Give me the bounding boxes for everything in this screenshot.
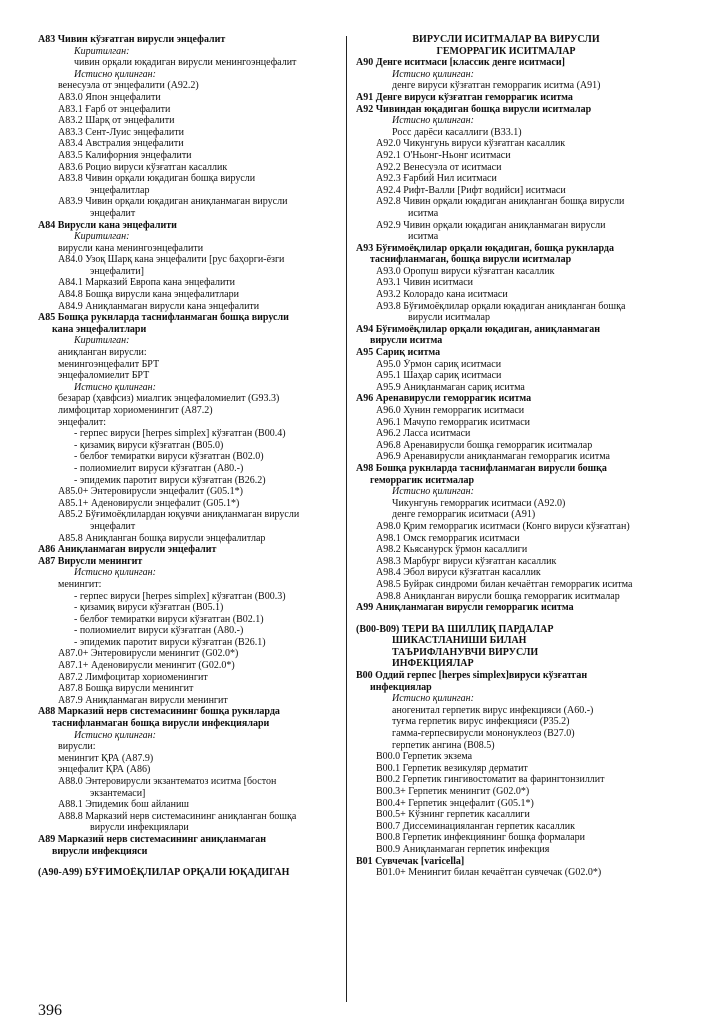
heading-line: ВИРУСЛИ ИСИТМАЛАР ВА ВИРУСЛИ [412,34,600,45]
text-line: A95.1 Шаҳар сариқ иситмаси [376,370,502,382]
text-line: A95.0 Ўрмон сариқ иситмаси [376,358,502,370]
heading-line: таснифланмаган бошқа вирусли инфекциялари [52,718,270,730]
text-line: B00.0 Герпетик экзема [376,751,473,763]
text-line: A96.8 Аренавирусли бошқа геморрагик иситмалар [376,439,593,451]
text-line: энцефалит [90,520,136,532]
heading-line: A91 Денге вируси кўзғатган геморрагик иситма [356,91,573,103]
left-column [38,34,338,879]
text-line: A83.9 Чивин орқали юқадиган аниқланмаган вирусли [58,196,288,208]
text-line: денге вируси кўзғатган геморрагик иситма (A91) [392,80,601,92]
text-line: менингит ҚРА (A87.9) [58,752,154,764]
text-line: Чикунгунь геморрагик иситмаси (A92.0) [392,497,566,509]
text-line: A83.0 Япон энцефалити [58,91,161,103]
heading-line: вирусли инфекцияси [52,845,148,857]
column-divider [346,36,347,1002]
text-line: - белбоғ темиратки вируси кўзғатган (B02.0) [74,451,264,463]
text-line: вирусли инфекциялари [90,822,189,834]
text-line: B00.7 Диссеминацияланган герпетик касаллик [376,820,575,832]
text-line: энцефалит: [58,416,107,428]
text-line: аниқланган вирусли: [58,347,147,359]
text-line: Киритилган: [74,45,130,57]
heading-line: A85 Бошқа рукнларда таснифланмаган бошқа вирусли [38,312,289,324]
heading-line: A99 Аниқланмаган вирусли геморрагик иситма [356,602,574,614]
heading-line: ГЕМОРРАГИК ИСИТМАЛАР [436,45,576,57]
text-line: A87.1+ Аденовирусли менингит (G02.0*) [58,660,235,672]
text-line: A92.2 Венесуэла от иситмаси [376,161,502,173]
heading-line: A98 Бошқа рукнларда таснифланмаган вирусли бошқа [356,462,607,474]
text-line: A93.8 Бўғимоёқлилар орқали юқадиган аниқланган бошқа [376,300,626,312]
heading-line: геморрагик иситмалар [370,474,475,486]
text-line: - полиомиелит вируси кўзғатган (A80.-) [74,625,244,637]
text-line: иситма [408,207,439,219]
text-line: B00.3+ Герпетик менингит (G02.0*) [376,786,530,797]
text-line: энцефалит ҚРА (A86) [58,764,151,776]
text-line: безарар (ҳавфсиз) миалгик энцефаломиелит (G93.3) [58,393,280,405]
text-line: Истисно қилинган: [392,115,474,127]
text-line: Истисно қилинган: [392,693,474,705]
spacer [356,614,656,624]
heading-line: A92 Чивиндан юқадиган бошқа вирусли иситмалар [356,103,592,115]
heading-line: A88 Марказий нерв системасининг бошқа рукнларда [38,706,280,718]
text-line: A88.1 Эпидемик бош айланиш [58,799,190,811]
text-line: A92.9 Чивин орқали юқадиган аниқланмаган вирусли [376,219,606,231]
text-line: B00.4+ Герпетик энцефалит (G05.1*) [376,797,534,809]
text-line: A84.1 Марказий Европа кана энцефалити [58,277,236,289]
text-line: A87.2 Лимфоцитар хориоменингит [58,671,208,683]
page-number: 396 [38,1002,62,1019]
text-line: A95.9 Аниқланмаган сариқ иситма [376,381,525,393]
text-line: A96.1 Мачупо геморрагик иситмаси [376,416,531,428]
text-line: A92.3 Ғарбий Нил иситмаси [376,173,497,185]
text-line: A92.0 Чикунгунь вируси кўзғатган касаллик [376,138,566,150]
text-line: Истисно қилинган: [392,486,474,498]
heading-line: ТАЪРИФЛАНУВЧИ ВИРУСЛИ [392,646,539,658]
text-line: герпетик ангина (B08.5) [392,739,495,751]
heading-line: A94 Бўғимоёқлилар орқали юқадиган, аниқланмаган [356,323,601,335]
heading-line: ШИКАСТЛАНИШИ БИЛАН [392,635,527,647]
text-line: A88.0 Энтеровирусли экзантематоз иситма [бостон [58,776,277,787]
text-line: вирусли иситмалар [408,312,490,324]
text-line: A98.8 Аниқланган вирусли бошқа геморрагик иситмалар [376,590,620,602]
heading-line: B01 Сувчечак [varicella] [356,855,465,867]
text-line: A93.2 Колорадо кана иситмаси [376,289,508,301]
spacer [38,857,338,867]
text-line: A93.0 Оропуш вируси кўзғатган касаллик [376,265,555,277]
text-line: A85.8 Аниқланган бошқа вирусли энцефалитлар [58,532,266,544]
text-line: B00.5+ Кўзнинг герпетик касаллиги [376,809,530,821]
text-line: менингит: [58,578,102,590]
text-line: Истисно қилинган: [74,381,156,393]
text-line: A88.8 Марказий нерв системасининг аниқланган бошқа [58,810,297,822]
text-line: - қизамиқ вируси кўзғатган (B05.1) [74,602,224,614]
heading-line: A83 Чивин кўзғатган вирусли энцефалит [38,34,226,45]
heading-line: A84 Вирусли кана энцефалити [38,219,177,231]
text-line: A96.2 Ласса иситмаси [376,428,471,440]
heading-line: A96 Аренавирусли геморрагик иситма [356,393,532,405]
text-line: A98.3 Марбург вируси кўзғатган касаллик [376,555,557,567]
text-line: - полиомиелит вируси кўзғатган (A80.-) [74,462,244,474]
text-line: энцефаломиелит БРТ [58,370,150,382]
heading-line: A89 Марказий нерв системасининг аниқланмаган [38,833,266,845]
text-line: A92.4 Рифт-Валли [Рифт водийси] иситмаси [376,184,566,196]
text-line: A96.0 Хунин геморрагик иситмаси [376,405,525,416]
text-line: A83.8 Чивин орқали юқадиган бошқа вирусли [58,173,256,185]
text-line: энцефалити] [90,265,144,277]
text-line: A98.1 Омск геморрагик иситмаси [376,532,520,544]
text-line: - эпидемик паротит вируси кўзғатган (B26.1) [74,636,266,648]
text-line: B01.0+ Менингит билан кечаётган сувчечак (G02.0*) [376,867,602,879]
text-line: A87.0+ Энтеровирусли менингит (G02.0*) [58,648,239,660]
heading-line: вирусли иситма [370,335,443,347]
text-line: A83.3 Сент-Луис энцефалити [58,126,184,138]
text-line: A98.4 Эбол вируси кўзғатган касаллик [376,567,541,579]
text-line: A98.5 Буйрак синдроми билан кечаётган геморрагик иситма [376,578,633,590]
text-line: A85.0+ Энтеровирусли энцефалит (G05.1*) [58,486,243,498]
text-line: Истисно қилинган: [74,567,156,579]
text-line: Росс дарёси касаллиги (B33.1) [392,126,522,138]
text-line: A84.8 Бошқа вирусли кана энцефалитлари [58,289,239,301]
heading-line: таснифланмаган, бошқа вирусли иситмалар [370,254,572,266]
text-line: A83.1 Ғарб от энцефалити [58,103,171,115]
text-line: A85.2 Бўғимоёқлилардан юқувчи аниқланмаган вирусли [58,509,300,521]
text-line: Истисно қилинган: [392,68,474,80]
text-line: вирусли: [58,741,96,753]
text-line: Истисно қилинган: [74,68,156,80]
heading-line: A87 Вирусли менингит [38,555,143,567]
text-line: гамма-герпесвирусли мононуклеоз (B27.0) [392,728,575,740]
heading-line: A90 Денге иситмаси [классик денге иситмаси] [356,57,565,69]
text-line: денге геморрагик иситмаси (A91) [392,509,536,521]
text-line: A85.1+ Аденовирусли энцефалит (G05.1*) [58,497,240,509]
heading-line: инфекциялар [370,681,432,693]
text-line: B00.1 Герпетик везикуляр дерматит [376,762,528,774]
text-line: A87.9 Аниқланмаган вирусли менингит [58,694,228,706]
text-line: лимфоцитар хориоменингит (A87.2) [58,405,213,416]
heading-line: ИНФЕКЦИЯЛАР [392,658,474,670]
text-line: B00.2 Герпетик гингивостоматит ва фарингтонзиллит [376,774,605,786]
text-line: A83.4 Австралия энцефалити [58,138,184,150]
heading-line: A86 Аниқланмаган вирусли энцефалит [38,544,217,556]
right-column [356,34,656,879]
text-line: Истисно қилинган: [74,729,156,741]
heading-line: (B00-B09) ТЕРИ ВА ШИЛЛИҚ ПАРДАЛАР [356,623,554,635]
text-line: A96.9 Аренавирусли аниқланмаган геморрагик иситма [376,451,610,463]
text-line: энцефалитлар [90,184,150,196]
heading-line: B00 Оддий герпес [herpes simplex]вируси кўзғатган [356,670,588,682]
heading-line: (A90-A99) БЎҒИМОЁҚЛИЛАР ОРҚАЛИ ЮҚАДИГАН [38,867,290,879]
text-line: Киритилган: [74,335,130,347]
text-line: - герпес вируси [herpes simplex] кўзғатган (B00.3) [74,590,286,602]
heading-line: A95 Сариқ иситма [356,347,441,359]
text-line: A93.1 Чивин иситмаси [376,277,473,289]
text-line: менингоэнцефалит БРТ [58,358,160,370]
text-line: A84.9 Аниқланмаган вирусли кана энцефалити [58,300,260,312]
text-line: A87.8 Бошқа вирусли менингит [58,683,194,695]
text-line: A83.2 Шарқ от энцефалити [58,115,175,127]
text-line: аногенитал герпетик вирус инфекцияси (A60.-) [392,704,594,716]
text-line: A98.2 Кьясанурск ўрмон касаллиги [376,544,528,556]
text-line: A83.6 Роцио вируси кўзғатган касаллик [58,161,228,173]
text-line: - герпес вируси [herpes simplex] кўзғатган (B00.4) [74,428,286,440]
heading-line: A93 Бўғимоёқлилар орқали юқадиган, бошқа рукнларда [356,242,614,254]
text-line: венесуэла от энцефалити (A92.2) [58,80,199,92]
text-line: экзантемаси] [90,787,146,799]
text-line: иситма [408,231,439,243]
text-line: A92.8 Чивин орқали юқадиган аниқланган бошқа вирусли [376,196,625,208]
text-line: туғма герпетик вирус инфекцияси (P35.2) [392,716,570,728]
text-line: вирусли кана менингоэнцефалити [58,242,204,254]
text-line: B00.9 Аниқланмаган герпетик инфекция [376,843,550,855]
text-line: Киритилган: [74,231,130,243]
text-line: - белбоғ темиратки вируси кўзғатган (B02.1) [74,613,264,625]
text-line: - эпидемик паротит вируси кўзғатган (B26.2) [74,474,266,486]
text-line: A84.0 Узоқ Шарқ кана энцефалити [рус баҳорги-ёзги [58,254,285,266]
text-line: - қизамиқ вируси кўзғатган (B05.0) [74,439,224,451]
text-line: B00.8 Герпетик инфекциянинг бошқа формалари [376,832,585,844]
heading-line: кана энцефалитлари [52,323,147,335]
text-line: A98.0 Қрим геморрагик иситмаси (Конго вируси кўзғатган) [376,520,630,532]
text-line: A92.1 О'Ньонг-Ньонг иситмаси [376,149,511,161]
text-line: чивин орқали юқадиган вирусли менингоэнцефалит [74,57,297,69]
text-line: энцефалит [90,207,136,219]
text-line: A83.5 Калифорния энцефалити [58,149,192,161]
